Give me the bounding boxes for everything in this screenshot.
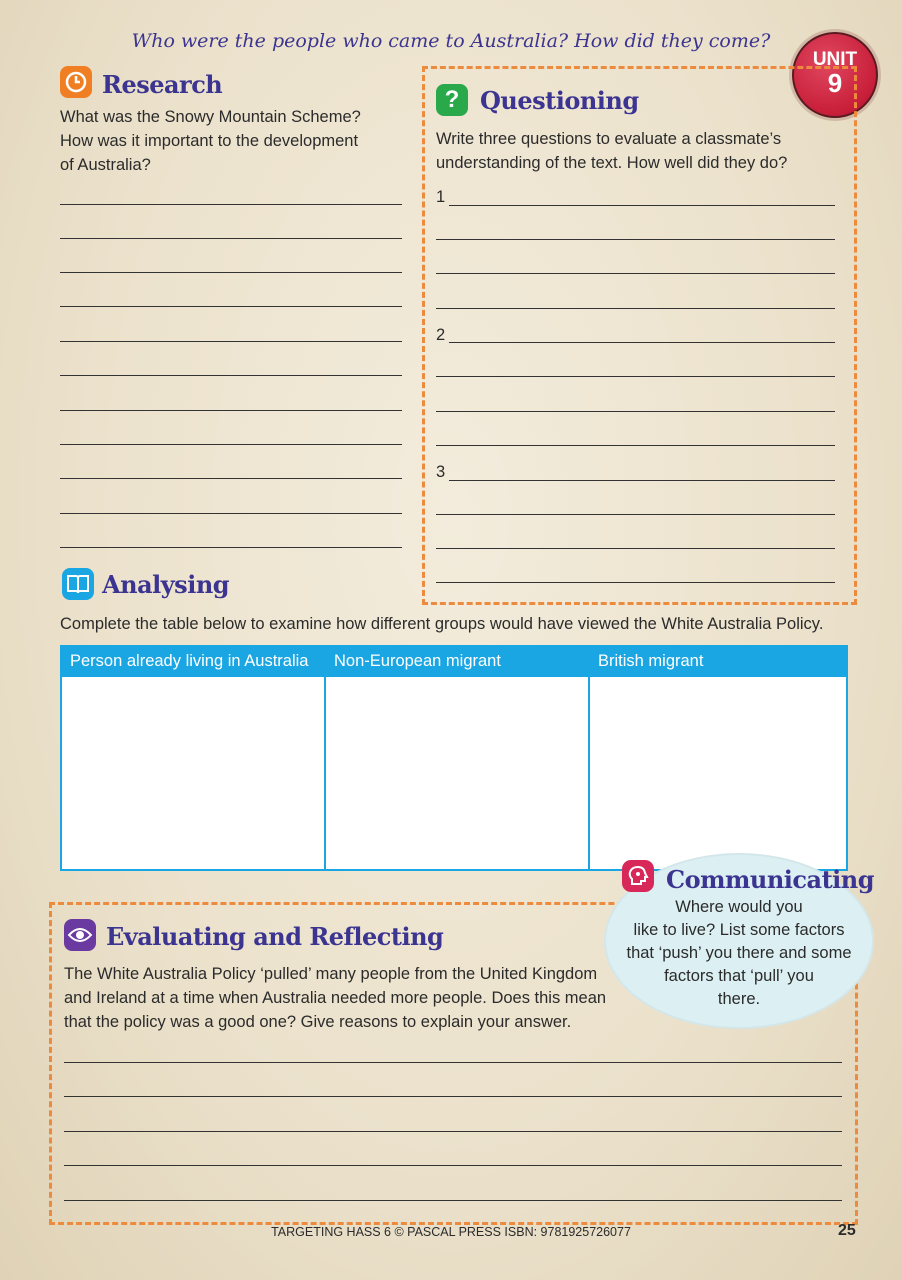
evaluating-prompt-line: The White Australia Policy ‘pulled’ many people from the United Kingdom [64, 965, 598, 983]
question-number: 3 [436, 463, 446, 481]
answer-line[interactable] [436, 239, 835, 240]
answer-line[interactable] [436, 548, 835, 549]
answer-line[interactable] [60, 410, 402, 411]
answer-line[interactable] [60, 513, 402, 514]
research-prompt [60, 105, 410, 177]
question-number: 1 [436, 188, 446, 206]
table-answer-cell[interactable] [325, 676, 589, 870]
answer-line[interactable] [436, 308, 835, 309]
clock-icon [60, 66, 92, 98]
answer-line[interactable] [436, 514, 835, 515]
table-answer-cell[interactable] [589, 676, 847, 870]
communicating-heading: Communicating [666, 865, 875, 894]
evaluating-prompt-line: and Ireland at a time when Australia needed more people. Does this mean [64, 989, 607, 1007]
evaluating-prompt [64, 962, 634, 1034]
answer-line[interactable] [436, 445, 835, 446]
unit-label: UNIT [812, 49, 858, 70]
question-mark-icon: ? [436, 84, 468, 116]
question-number: 2 [436, 326, 446, 344]
unit-number: 9 [827, 68, 843, 98]
table-answer-cell[interactable] [61, 676, 325, 870]
research-prompt-line: of Australia? [60, 156, 151, 174]
communicating-text-line: there. [717, 990, 761, 1008]
answer-line[interactable] [64, 1096, 842, 1097]
answer-line[interactable] [436, 273, 835, 274]
answer-line[interactable] [64, 1062, 842, 1063]
questioning-prompt-line: understanding of the text. How well did they do? [436, 154, 788, 172]
answer-line[interactable] [60, 547, 402, 548]
answer-line[interactable] [64, 1200, 842, 1201]
footer-credit: TARGETING HASS 6 © PASCAL PRESS ISBN: 9781925726077 [271, 1225, 631, 1239]
column-header: Person already living in Australia [61, 646, 325, 676]
answer-line[interactable] [436, 376, 835, 377]
analysing-heading: Analysing [102, 570, 230, 599]
answer-line[interactable] [60, 272, 402, 273]
evaluating-prompt-line: that the policy was a good one? Give reasons to explain your answer. [64, 1013, 572, 1031]
answer-line[interactable] [60, 478, 402, 479]
answer-line[interactable] [60, 375, 402, 376]
communicating-text-line: factors that ‘pull’ you [664, 967, 814, 985]
answer-line[interactable] [60, 238, 402, 239]
communicating-text [606, 896, 872, 1011]
evaluating-heading: Evaluating and Reflecting [106, 922, 444, 951]
questioning-prompt-line: Write three questions to evaluate a classmate’s [436, 130, 782, 148]
communicating-text-line: that ‘push’ you there and some [626, 944, 852, 962]
column-header: Non-European migrant [325, 646, 589, 676]
questioning-prompt [436, 127, 841, 175]
research-heading: Research [102, 70, 223, 99]
communicating-text-line: like to live? List some factors [633, 921, 845, 939]
answer-line[interactable] [64, 1131, 842, 1132]
page-number: 25 [838, 1222, 856, 1239]
column-header: British migrant [589, 646, 847, 676]
answer-line[interactable] [436, 582, 835, 583]
answer-line[interactable] [60, 341, 402, 342]
answer-line[interactable] [436, 411, 835, 412]
answer-line[interactable] [449, 205, 835, 206]
analysing-table [60, 645, 848, 871]
answer-line[interactable] [60, 444, 402, 445]
analysing-prompt: Complete the table below to examine how different groups would have viewed the White Australia Policy. [60, 615, 824, 633]
research-prompt-line: How was it important to the development [60, 132, 359, 150]
page-subtitle: Who were the people who came to Australia? How did they come? [131, 30, 771, 52]
answer-line[interactable] [449, 480, 835, 481]
book-icon [62, 568, 94, 600]
answer-line[interactable] [64, 1165, 842, 1166]
answer-line[interactable] [60, 306, 402, 307]
questioning-heading: Questioning [480, 86, 639, 115]
communicating-text-line: Where would you [675, 898, 803, 916]
research-prompt-line: What was the Snowy Mountain Scheme? [60, 108, 361, 126]
answer-line[interactable] [449, 342, 835, 343]
answer-line[interactable] [60, 204, 402, 205]
eye-icon [64, 919, 96, 951]
speaking-head-icon [622, 860, 654, 892]
